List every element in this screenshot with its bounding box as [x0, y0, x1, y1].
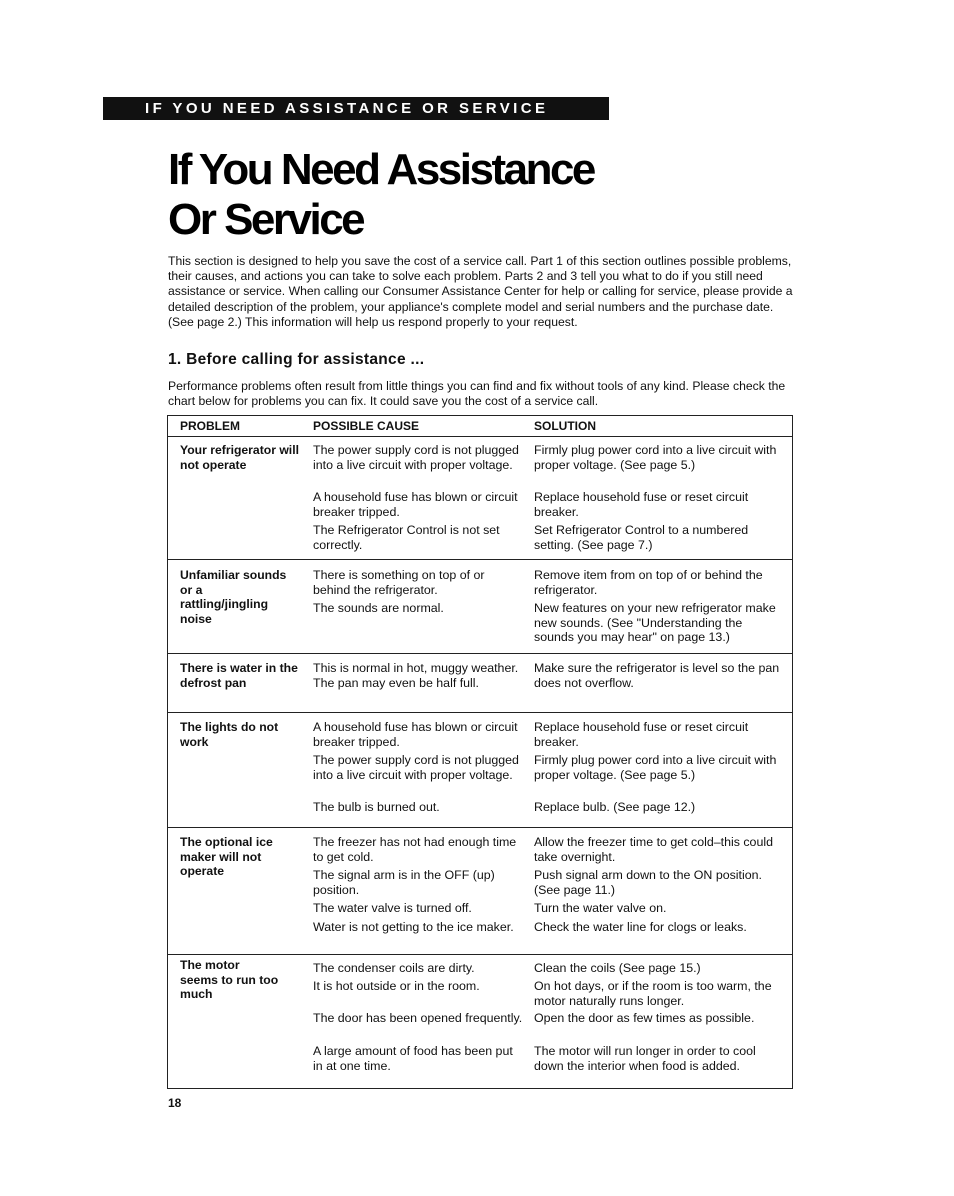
solution-cell: On hot days, or if the room is too warm, the motor naturally runs longer. [534, 979, 772, 1008]
cause-cell: The Refrigerator Control is not set correctly. [313, 523, 500, 552]
solution-cell: Replace household fuse or reset circuit breaker. [534, 490, 749, 519]
solution-cell: The motor will run longer in order to cool down the interior when food is added. [534, 1044, 756, 1073]
page-title-line-1: If You Need Assistance [168, 145, 594, 194]
table-row [168, 436, 792, 560]
solution-cell: Make sure the refrigerator is level so the pan does not overflow. [534, 661, 780, 690]
cause-cell: The condenser coils are dirty. [313, 961, 475, 975]
header-possible-cause: POSSIBLE CAUSE [313, 419, 420, 433]
solution-cell: Replace bulb. (See page 12.) [534, 800, 696, 814]
solution-cell: Clean the coils (See page 15.) [534, 961, 701, 975]
solution-cell: Turn the water valve on. [534, 901, 667, 915]
cause-cell: This is normal in hot, muggy weather. The pan may even be half full. [313, 661, 519, 690]
cause-cell: The bulb is burned out. [313, 800, 440, 814]
table-row [168, 712, 792, 828]
intro-paragraph: This section is designed to help you save the cost of a service call. Part 1 of this section outlines possible problems, their causes, and actions you can take to solve each problem. Parts 2 and 3 tell you what to do if you still need assistance or service. When calling our Consumer Assistance Center for help or calling for service, please provide a detailed description of the problem, your appliance's complete model and serial numbers and the purchase date. (See page 2.) This information will help us respond properly to your request. [168, 254, 793, 329]
cause-cell: The power supply cord is not plugged into a live circuit with proper voltage. [313, 443, 519, 472]
problem-cell: Unfamiliar sounds or a rattling/jingling noise [180, 568, 287, 626]
header-solution: SOLUTION [534, 419, 596, 433]
table-row [168, 827, 792, 955]
problem-cell: The motor seems to run too much [180, 958, 279, 1001]
solution-cell: New features on your new refrigerator make new sounds. (See "Understanding the sounds you may hear" on page 13.) [534, 601, 776, 644]
table-row [168, 954, 792, 1088]
solution-cell: Firmly plug power cord into a live circuit with proper voltage. (See page 5.) [534, 753, 777, 782]
cause-cell: The power supply cord is not plugged into a live circuit with proper voltage. [313, 753, 519, 782]
table-header [168, 416, 792, 437]
troubleshooting-table [167, 415, 793, 1089]
solution-cell: Push signal arm down to the ON position. (See page 11.) [534, 868, 762, 897]
page-title [168, 145, 594, 245]
cause-cell: The door has been opened frequently. [313, 1011, 523, 1025]
solution-cell: Check the water line for clogs or leaks. [534, 920, 747, 934]
solution-cell: Allow the freezer time to get cold–this could take overnight. [534, 835, 773, 864]
problem-cell: The optional ice maker will not operate [180, 835, 273, 878]
page-title-line-2: Or Service [168, 195, 364, 244]
solution-cell: Remove item from on top of or behind the refrigerator. [534, 568, 763, 597]
problem-cell: The lights do not work [180, 720, 279, 749]
table-row [168, 653, 792, 713]
cause-cell: Water is not getting to the ice maker. [313, 920, 514, 934]
solution-cell: Replace household fuse or reset circuit breaker. [534, 720, 749, 749]
cause-cell: The freezer has not had enough time to get cold. [313, 835, 517, 864]
problem-cell: There is water in the defrost pan [180, 661, 298, 690]
header-problem: PROBLEM [180, 419, 240, 433]
cause-cell: A household fuse has blown or circuit breaker tripped. [313, 720, 518, 749]
cause-cell: A household fuse has blown or circuit breaker tripped. [313, 490, 518, 519]
cause-cell: A large amount of food has been put in at one time. [313, 1044, 513, 1073]
section-intro-paragraph: Performance problems often result from little things you can find and fix without tools of any kind. Please check the chart below for problems you can fix. It could save you the cost of a service call. [168, 379, 786, 409]
section-banner: IF YOU NEED ASSISTANCE OR SERVICE [103, 97, 609, 120]
cause-cell: The water valve is turned off. [313, 901, 472, 915]
problem-cell: Your refrigerator will not operate [180, 443, 299, 472]
solution-cell: Firmly plug power cord into a live circuit with proper voltage. (See page 5.) [534, 443, 777, 472]
page-number: 18 [168, 1096, 182, 1110]
cause-cell: The signal arm is in the OFF (up) position. [313, 868, 495, 897]
solution-cell: Open the door as few times as possible. [534, 1011, 755, 1025]
cause-cell: The sounds are normal. [313, 601, 444, 615]
section-heading: 1. Before calling for assistance ... [168, 351, 425, 368]
table-row [168, 559, 792, 654]
cause-cell: There is something on top of or behind the refrigerator. [313, 568, 485, 597]
cause-cell: It is hot outside or in the room. [313, 979, 480, 993]
solution-cell: Set Refrigerator Control to a numbered setting. (See page 7.) [534, 523, 749, 552]
